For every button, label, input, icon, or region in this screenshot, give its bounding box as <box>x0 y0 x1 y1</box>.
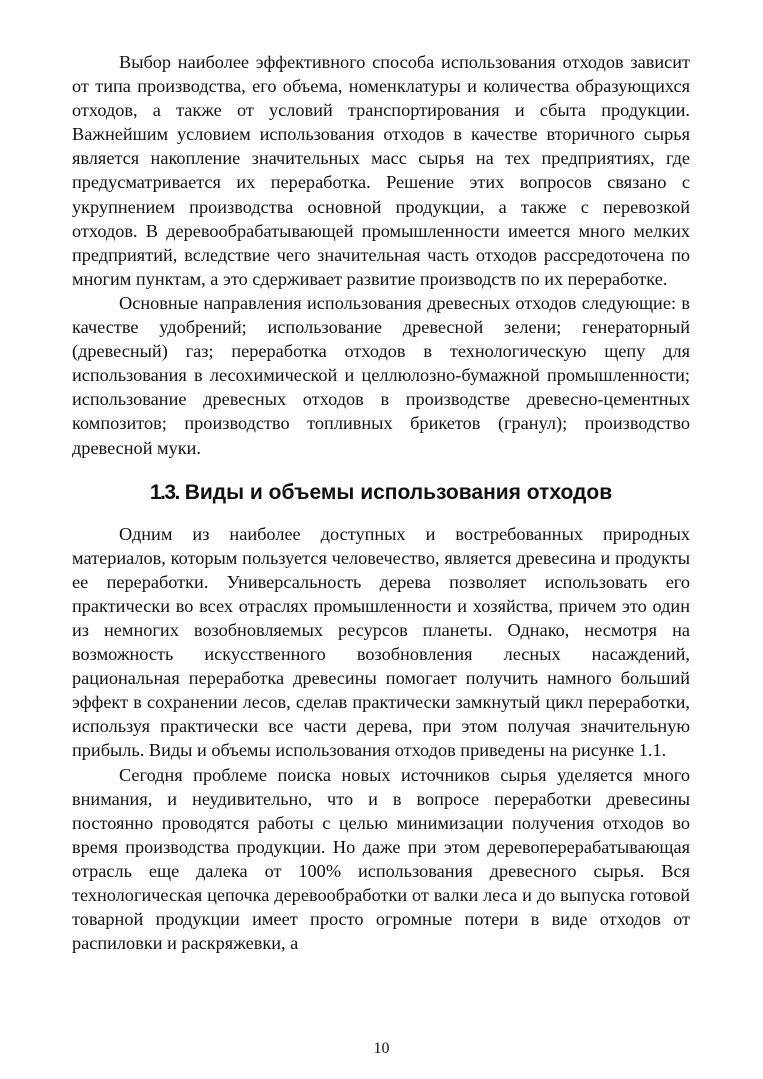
paragraph: Одним из наиболее доступных и востребованных природных материалов, которым пользуется человечество, является древесина и продукты ее переработки. Универсальность дерева позволяет использовать его практически во всех отраслях промышленности и хозяйства, причем это один из немногих возобновляемых ресурсов планеты. Однако, несмотря на возможность искусственного возобновления лесных насаждений, рациональная переработка древесины помогает получить намного больший эффект в сохранении лесов, сделав практически замкнутый цикл переработки, используя практически все части дерева, при этом получая значительную прибыль. Виды и объемы использования отходов приведены на рисунке 1.1. <box>72 523 690 761</box>
section-heading <box>72 480 690 506</box>
section-title: Виды и объемы использования отходов <box>184 480 613 504</box>
paragraph: Выбор наиболее эффективного способа использования отходов зависит от типа производства, его объема, номенклатуры и количества образующихся отходов, а также от условий транспортирования и сбыта продукции. Важнейшим условием использования отходов в качестве вторичного сырья является накопление значительных масс сырья на тех предприятиях, где предусматривается их переработка. Решение этих вопросов связано с укрупнением производства основной продукции, а также с перевозкой отходов. В деревообрабатывающей промышленности имеется много мелких предприятий, вследствие чего значительная часть отходов рассредоточена по многим пунктам, а это сдерживает развитие производств по их переработке. <box>72 52 690 289</box>
page-content <box>72 50 690 955</box>
paragraph: Основные направления использования древесных отходов следующие: в качестве удобрений; использование древесной зелени; генераторный (древесный) газ; переработка отходов в технологическую щепу для использования в лесохимической и целлюлозно-бумажной промышленности; использование древесных отходов в производстве древесно-цементных композитов; производство топливных брикетов (гранул); производство древесной муки. <box>72 292 690 458</box>
paragraph: Сегодня проблеме поиска новых источников сырья уделяется много внимания, и неудивительно, что и в вопросе переработки древесины постоянно проводятся работы с целью минимизации получения отходов во время производства продукции. Но даже при этом деревоперерабатывающая отрасль еще далека от 100% использования древесного сырья. Вся технологическая цепочка деревообработки от валки леса и до выпуска готовой товарной продукции имеет просто огромные потери в виде отходов от распиловки и раскряжевки, а <box>72 764 690 954</box>
section-number: 1.3. <box>149 480 179 504</box>
page-number: 10 <box>373 1040 390 1057</box>
